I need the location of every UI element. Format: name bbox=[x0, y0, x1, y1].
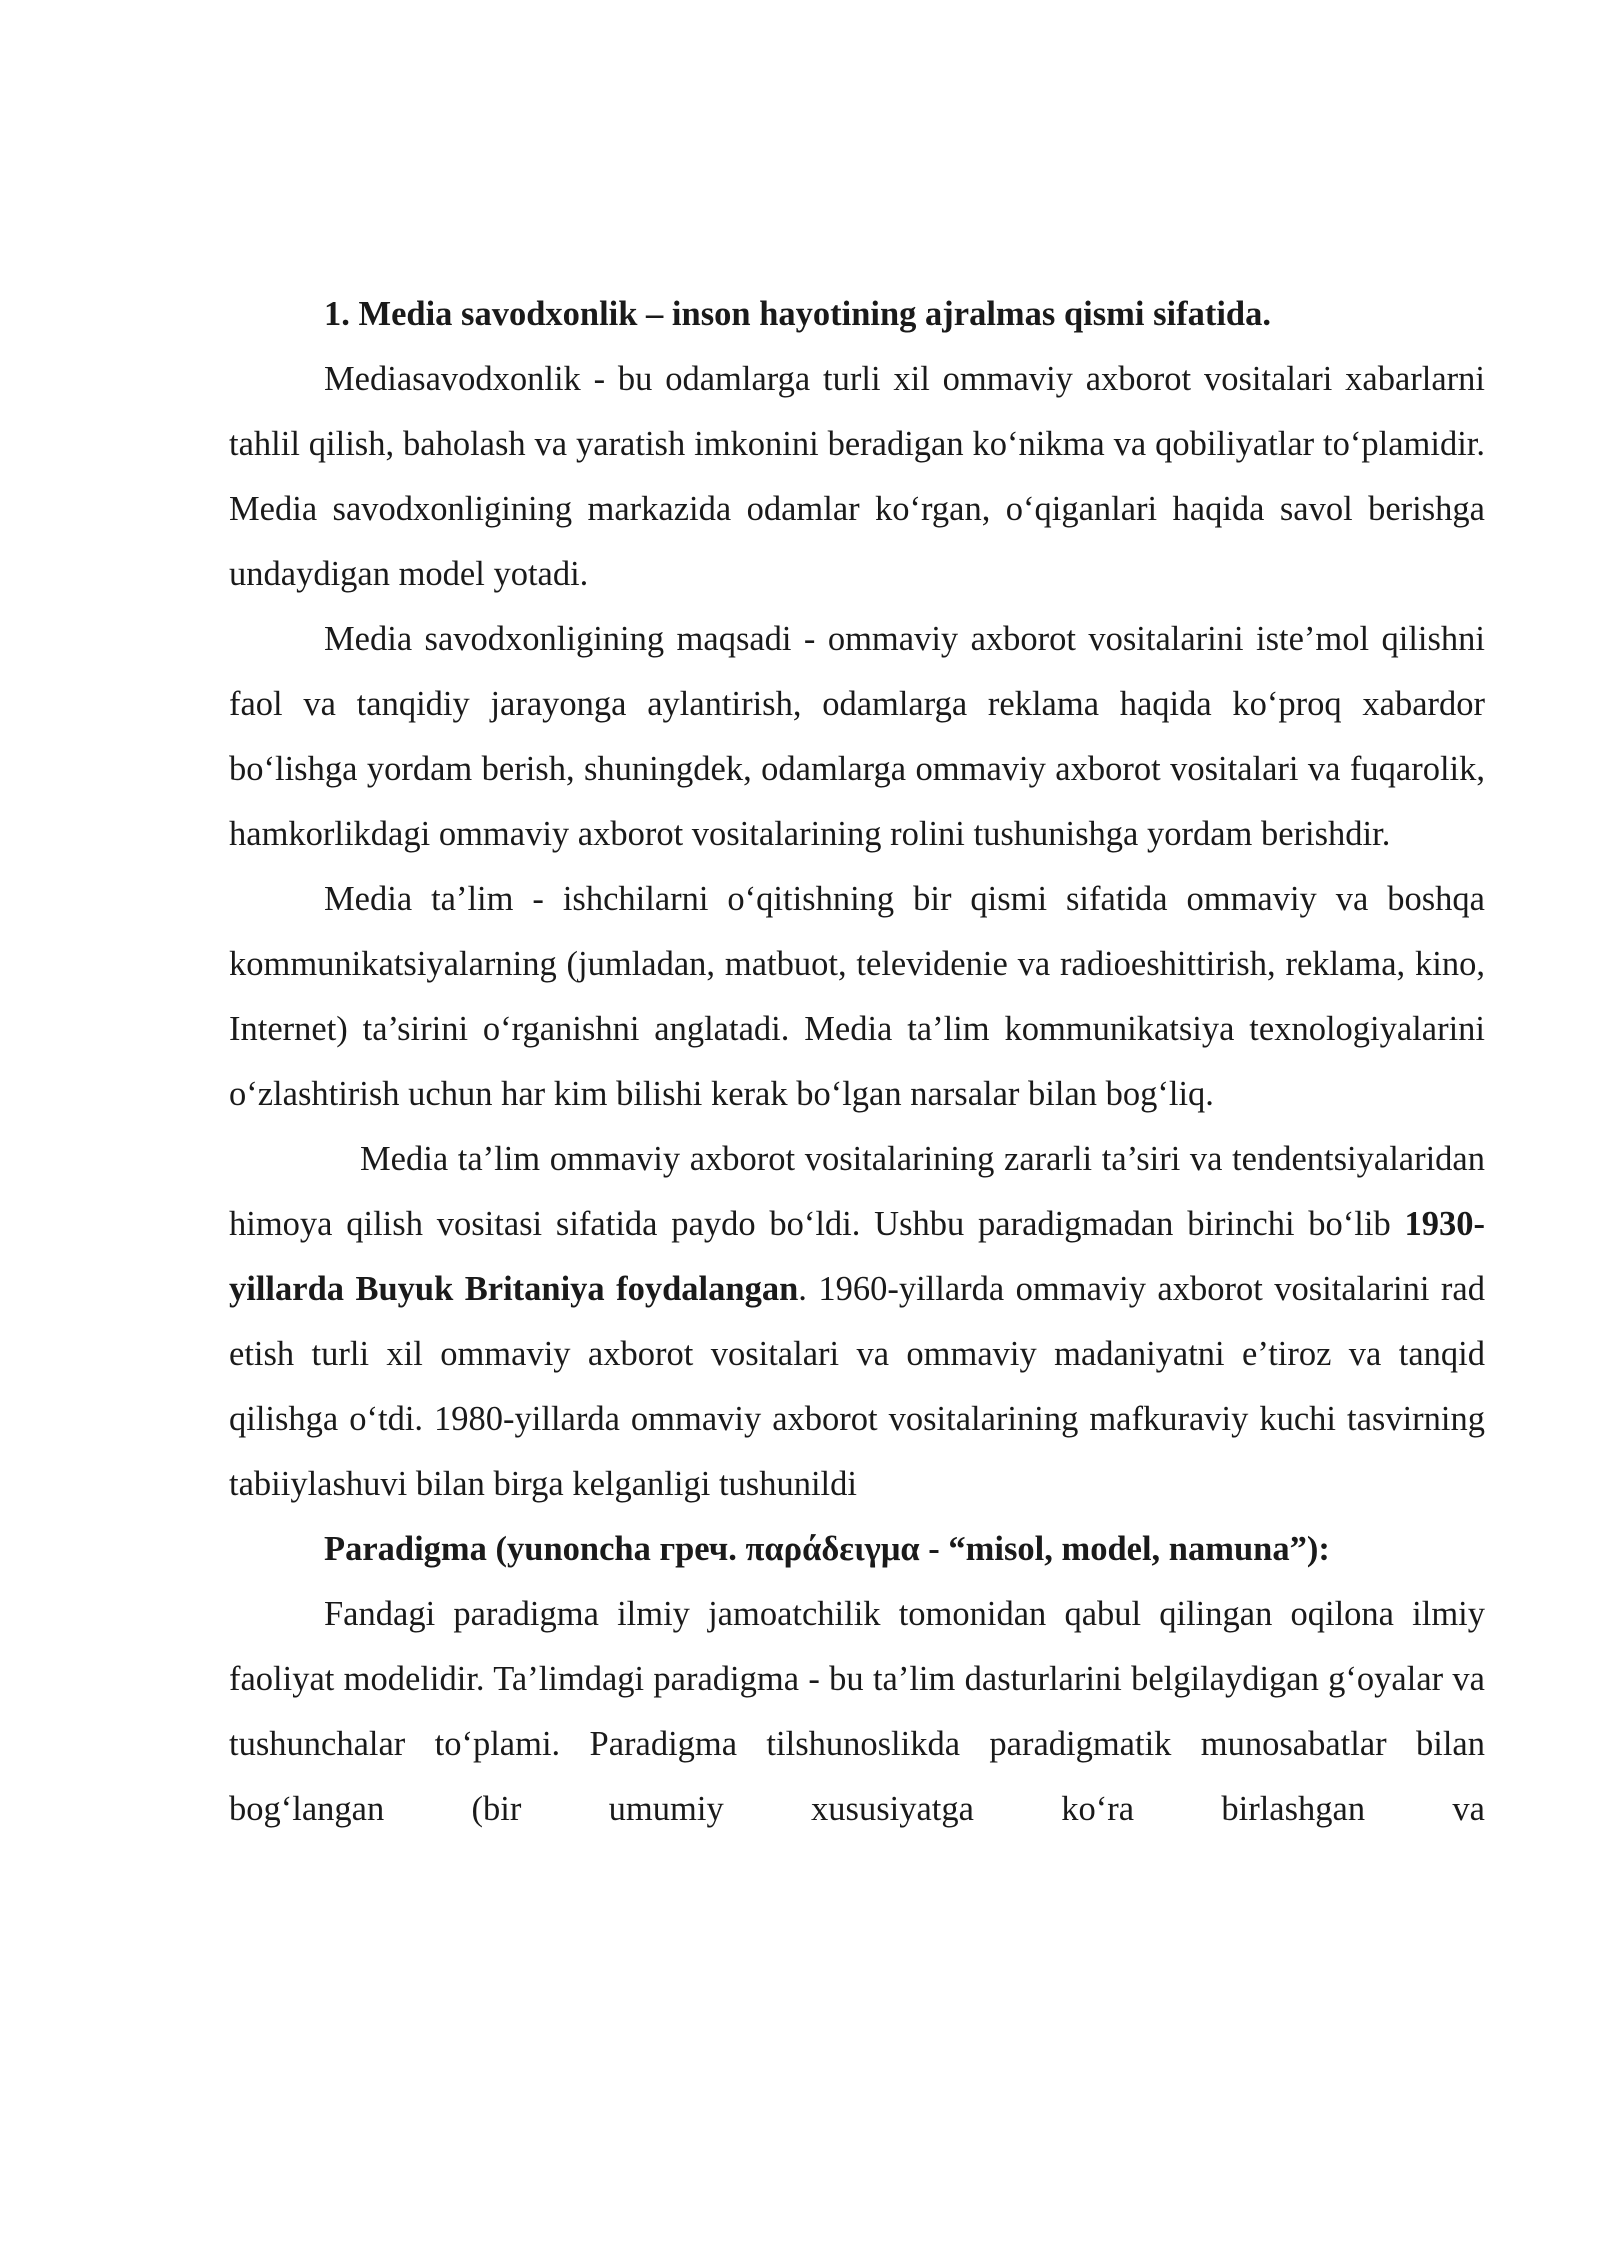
history-text-start: Media ta’lim ommaviy axborot vositalarining zararli ta’siri va tendentsiyalaridan himoya qilish vositasi sifatida paydo bo‘ldi. Ushbu paradigmadan birinchi bo‘lib bbox=[229, 1140, 1485, 1243]
section-heading: 1. Media savodxonlik – inson hayotining ajralmas qismi sifatida. bbox=[324, 295, 1271, 333]
history-text-end: . 1960-yillarda ommaviy axborot vositalarini rad etish turli xil ommaviy axborot vositalari va ommaviy madaniyatni e’tiroz va tanqid qilishga o‘tdi. 1980-yillarda ommaviy axborot vositalarining mafkuraviy kuchi tasvirning tabiiylashuvi bilan birga kelganligi tushunildi bbox=[229, 1270, 1485, 1503]
history-bold-phrase: 1930-yillarda Buyuk Britaniya foydalangan bbox=[229, 1205, 1485, 1308]
document-page bbox=[229, 282, 1485, 1842]
paragraph-maqsad: Media savodxonligining maqsadi - ommaviy axborot vositalarini iste’mol qilishni faol va tanqidiy jarayonga aylantirish, odamlarga reklama haqida ko‘proq xabardor bo‘lishga yordam berish, shuningdek, odamlarga ommaviy axborot vositalari va fuqarolik, hamkorlikdagi ommaviy axborot vositalarining rolini tushunishga yordam berishdir. bbox=[229, 620, 1485, 853]
paragraph-paradigma: Fandagi paradigma ilmiy jamoatchilik tomonidan qabul qilingan oqilona ilmiy faoliyat modelidir. Ta’limdagi paradigma - bu ta’lim dasturlarini belgilaydigan g‘oyalar va tushunchalar to‘plami. Paradigma tilshunoslikda paradigmatik munosabatlar bilan bog‘langan (bir umumiy xususiyatga ko‘ra birlashgan va bbox=[229, 1595, 1485, 1828]
paragraph-media-talim: Media ta’lim - ishchilarni o‘qitishning bir qismi sifatida ommaviy va boshqa kommunikatsiyalarning (jumladan, matbuot, televidenie va radioeshittirish, reklama, kino, Internet) ta’sirini o‘rganishni anglatadi. Media ta’lim kommunikatsiya texnologiyalarini o‘zlashtirish uchun har kim bilishi kerak bo‘lgan narsalar bilan bog‘liq. bbox=[229, 880, 1485, 1113]
paragraph-history bbox=[229, 1127, 1485, 1517]
paradigma-heading: Paradigma (yunoncha греч. παράδειγμα - “misol, model, namuna”): bbox=[324, 1530, 1330, 1568]
paragraph-mediasavodxonlik: Mediasavodxonlik - bu odamlarga turli xil ommaviy axborot vositalari xabarlarni tahlil qilish, baholash va yaratish imkonini beradigan ko‘nikma va qobiliyatlar to‘plamidir. Media savodxonligining markazida odamlar ko‘rgan, o‘qiganlari haqida savol berishga undaydigan model yotadi. bbox=[229, 360, 1485, 593]
